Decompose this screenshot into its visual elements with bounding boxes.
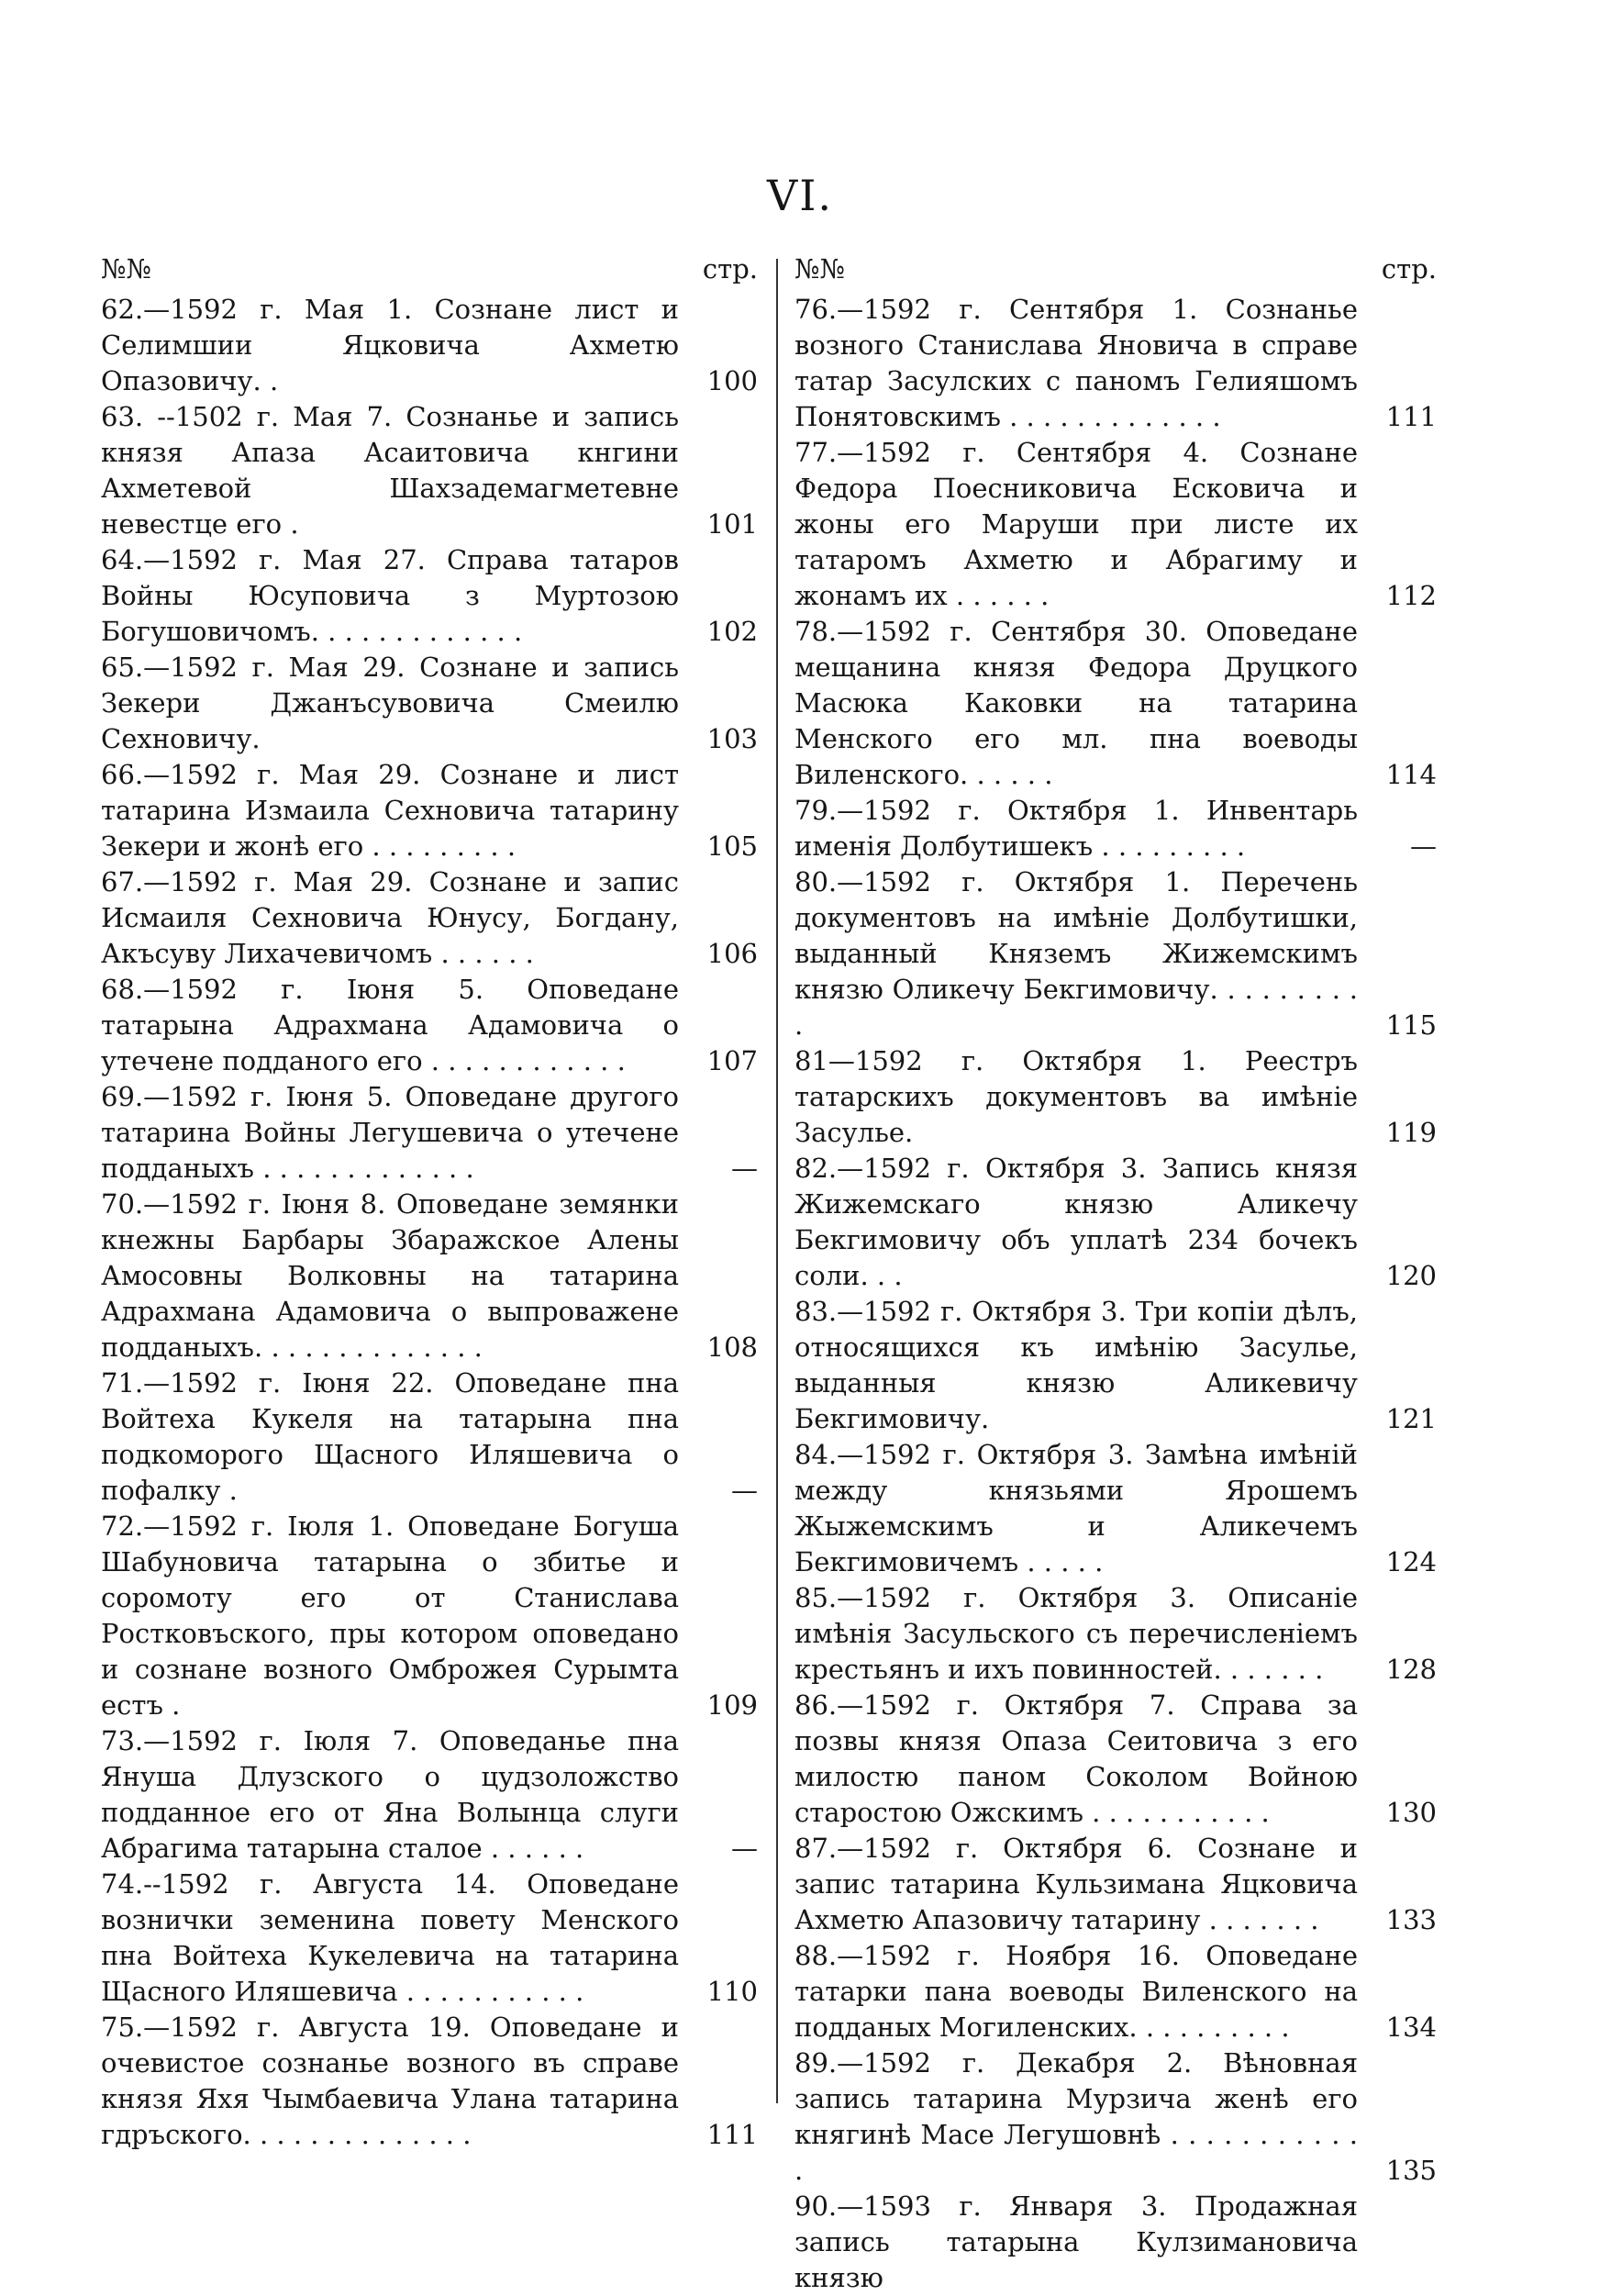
toc-entry-text: 83.—1592 г. Октября 3. Три копіи дѣлъ, относящихся къ имѣнію Засулье, выданныя князю Аликевичу Бекгимовичу.: [794, 1296, 1358, 1434]
toc-entry-text: 63. --1502 г. Мая 7. Сознанье и запись князя Апаза Асаитовича кнгини Ахметевой Шахзадемагметевне невестце его .: [101, 401, 679, 540]
toc-entry-text: 88.—1592 г. Ноября 16. Оповедане татарки пана воеводы Виленского на подданых Могиленских. . . . . . . . . .: [794, 1940, 1358, 2043]
toc-entry-text: 64.—1592 г. Мая 27. Справа татаров Войны Юсуповича з Муртозою Богушовичомъ. . . . . . . . . . . . .: [101, 544, 679, 647]
toc-entry-page: —: [731, 1153, 758, 1184]
toc-entry: [101, 2010, 758, 2153]
toc-entry-text: 80.—1592 г. Октября 1. Перечень документовъ на имѣніе Долбутишки, выданный Княземъ Жижемскимъ князю Оликечу Бекгимовичу. . . . . . . . . .: [794, 866, 1358, 1041]
toc-entry: [101, 542, 758, 650]
right-entry-list: [794, 292, 1437, 2296]
toc-entry-text: 67.—1592 г. Мая 29. Сознане и запис Исмаиля Сехновича Юнусу, Богдану, Акъсуву Лихачевичомъ . . . . . .: [101, 866, 679, 969]
toc-entry: [101, 650, 758, 757]
right-column-header: [794, 246, 1437, 292]
toc-entry-text: 90.—1593 г. Января 3. Продажная запись татарына Кулзимановича князю: [794, 2190, 1358, 2293]
toc-entry-text: 75.—1592 г. Августа 19. Оповедане и очевистое сознанье возного въ справе князя Яхя Чымбаевича Улана татарина гдръского. . . . . . . . . . . . . .: [101, 2012, 679, 2150]
toc-entry: [794, 1437, 1437, 1580]
toc-entry: [794, 1043, 1437, 1151]
page-heading: стр.: [702, 253, 758, 284]
toc-entry-text: 76.—1592 г. Сентября 1. Сознанье возного Станислава Яновича в справе татар Засулских с паномъ Гелияшомъ Понятовскимъ . . . . . . . . . . . . .: [794, 294, 1358, 432]
toc-entry-page: 128: [1385, 1654, 1437, 1685]
toc-entry: [794, 614, 1437, 793]
toc-entry: [794, 1151, 1437, 1294]
toc-entry-text: 85.—1592 г. Октября 3. Описаніе имѣнія Засульского съ перечисленіемъ крестьянъ и ихъ повинностей. . . . . . .: [794, 1582, 1358, 1685]
toc-entry: [794, 1938, 1437, 2045]
toc-entry-text: 89.—1592 г. Декабря 2. Вѣновная запись татарина Мурзича женѣ его княгинѣ Масе Легушовнѣ . . . . . . . . . . . .: [794, 2047, 1358, 2186]
toc-entry-page: 100: [706, 365, 758, 396]
toc-entry-text: 77.—1592 г. Сентября 4. Сознане Федора Поесниковича Есковича и жоны его Маруши при листе их татаромъ Ахметю и Абрагиму и жонамъ их . . . . . .: [794, 437, 1358, 611]
toc-entry-page: 119: [1385, 1117, 1437, 1148]
toc-entry-text: 66.—1592 г. Мая 29. Сознане и лист татарина Измаила Сехновича татарину Зекери и жонѣ его . . . . . . . . .: [101, 759, 679, 862]
toc-entry-text: 87.—1592 г. Октября 6. Сознане и запис татарина Кульзимана Яцковича Ахметю Апазовичу татарину . . . . . . .: [794, 1833, 1358, 1935]
toc-entry-text: 71.—1592 г. Іюня 22. Оповедане пна Войтеха Кукеля на татарына пна подкоморого Щасного Иляшевича о пофалку .: [101, 1367, 679, 1506]
toc-entry-text: 86.—1592 г. Октября 7. Справа за позвы князя Опаза Сеитовича з его милостю паном Соколом Войною старостою Ожскимъ . . . . . . . . . . .: [794, 1689, 1358, 1828]
toc-entry: [101, 399, 758, 542]
toc-entry-page: 111: [1385, 401, 1437, 432]
toc-entry: [794, 864, 1437, 1043]
left-column: [101, 246, 758, 2153]
toc-entry: [101, 292, 758, 399]
toc-entry: [794, 292, 1437, 435]
toc-entry: [794, 2045, 1437, 2189]
right-column: [794, 246, 1437, 2296]
toc-entry: [794, 1294, 1437, 1437]
toc-entry-page: 105: [706, 830, 758, 862]
page-number: VI.: [766, 171, 833, 220]
toc-entry: [101, 1079, 758, 1187]
toc-entry: [101, 1365, 758, 1509]
toc-entry: [101, 1187, 758, 1365]
toc-entry-text: 82.—1592 г. Октября 3. Запись князя Жижемскаго князю Аликечу Бекгимовичу объ уплатѣ 234 бочекъ соли. . .: [794, 1153, 1358, 1291]
toc-entry-page: 112: [1385, 580, 1437, 611]
toc-entry-text: 65.—1592 г. Мая 29. Сознане и запись Зекери Джанъсувовича Смеилю Сехновичу.: [101, 652, 679, 754]
toc-entry-page: —: [731, 1833, 758, 1864]
left-entry-list: [101, 292, 758, 2153]
toc-entry-page: 109: [706, 1689, 758, 1721]
toc-entry-page: 130: [1385, 1797, 1437, 1828]
toc-entry: [101, 1867, 758, 2010]
toc-entry: [794, 793, 1437, 864]
number-heading: №№: [794, 253, 845, 284]
toc-entry: [794, 2189, 1437, 2296]
toc-entry-page: —: [1410, 830, 1437, 862]
toc-entry-text: 62.—1592 г. Мая 1. Сознане лист и Селимшии Яцковича Ахметю Опазовичу. .: [101, 294, 679, 396]
toc-entry-page: 135: [1385, 2155, 1437, 2186]
toc-entry: [794, 1580, 1437, 1688]
toc-entry-text: 79.—1592 г. Октября 1. Инвентарь именія Долбутишекъ . . . . . . . . .: [794, 795, 1358, 862]
toc-entry-page: 106: [706, 938, 758, 969]
toc-entry-text: 72.—1592 г. Іюля 1. Оповедане Богуша Шабуновича татарына о збитье и соромоту его от Станислава Ростковъского, пры котором оповедано и сознане возного Омброжея Сурымта естъ .: [101, 1510, 679, 1721]
toc-entry-page: 110: [706, 1976, 758, 2007]
toc-entry: [101, 864, 758, 972]
toc-entry-text: 70.—1592 г. Іюня 8. Оповедане земянки кнежны Барбары Збаражское Алены Амосовны Волковны на татарина Адрахмана Адамовича о выпроважене подданыхъ. . . . . . . . . . . . . .: [101, 1188, 679, 1363]
toc-entry: [794, 1688, 1437, 1831]
toc-entry-page: 111: [706, 2119, 758, 2150]
toc-entry-page: 107: [706, 1045, 758, 1076]
toc-entry-page: 108: [706, 1332, 758, 1363]
left-column-header: [101, 246, 758, 292]
toc-entry-text: 68.—1592 г. Іюня 5. Оповедане татарына Адрахмана Адамовича о утечене подданого его . . . . . . . . . . . .: [101, 974, 679, 1076]
toc-entry-page: 115: [1385, 1009, 1437, 1041]
toc-entry-text: 73.—1592 г. Іюля 7. Оповеданье пна Януша Длузского о цудзоложство подданное его от Яна Волынца слуги Абрагима татарына сталое . . . . . .: [101, 1725, 679, 1864]
toc-entry-page: 103: [706, 723, 758, 754]
page-heading: стр.: [1381, 253, 1437, 284]
number-heading: №№: [101, 253, 151, 284]
toc-entry-text: 81—1592 г. Октября 1. Реестръ татарскихъ документовъ ва имѣніе Засулье.: [794, 1045, 1358, 1148]
toc-entry-text: 78.—1592 г. Сентября 30. Оповедане мещанина князя Федора Друцкого Масюка Каковки на татарина Менского его мл. пна воеводы Виленского. . . . . .: [794, 616, 1358, 790]
toc-entry-page: 133: [1385, 1904, 1437, 1935]
toc-entry-page: 124: [1385, 1546, 1437, 1577]
toc-entry: [794, 435, 1437, 614]
toc-entry: [101, 1723, 758, 1867]
toc-entry-page: 134: [1385, 2012, 1437, 2043]
toc-entry: [794, 1831, 1437, 1938]
toc-entry: [101, 757, 758, 864]
toc-entry-page: 101: [706, 508, 758, 540]
toc-entry-text: 74.--1592 г. Августа 14. Оповедане вознички земенина повету Менского пна Войтеха Кукелевича на татарина Щасного Иляшевича . . . . . . . . . . .: [101, 1868, 679, 2007]
toc-entry-text: 69.—1592 г. Іюня 5. Оповедане другого татарина Войны Легушевича о утечене подданыхъ . . . . . . . . . . . . .: [101, 1081, 679, 1184]
toc-entry-text: 84.—1592 г. Октября 3. Замѣна имѣній между князьями Ярошемъ Жыжемскимъ и Аликечемъ Бекгимовичемъ . . . . .: [794, 1439, 1358, 1577]
toc-entry: [101, 1509, 758, 1723]
toc-entry-page: 120: [1385, 1260, 1437, 1291]
toc-entry-page: 114: [1385, 759, 1437, 790]
toc-entry: [101, 972, 758, 1079]
column-divider: [776, 259, 778, 2103]
toc-entry-page: —: [731, 1475, 758, 1506]
toc-entry-page: 121: [1385, 1403, 1437, 1434]
toc-entry-page: 102: [706, 616, 758, 647]
